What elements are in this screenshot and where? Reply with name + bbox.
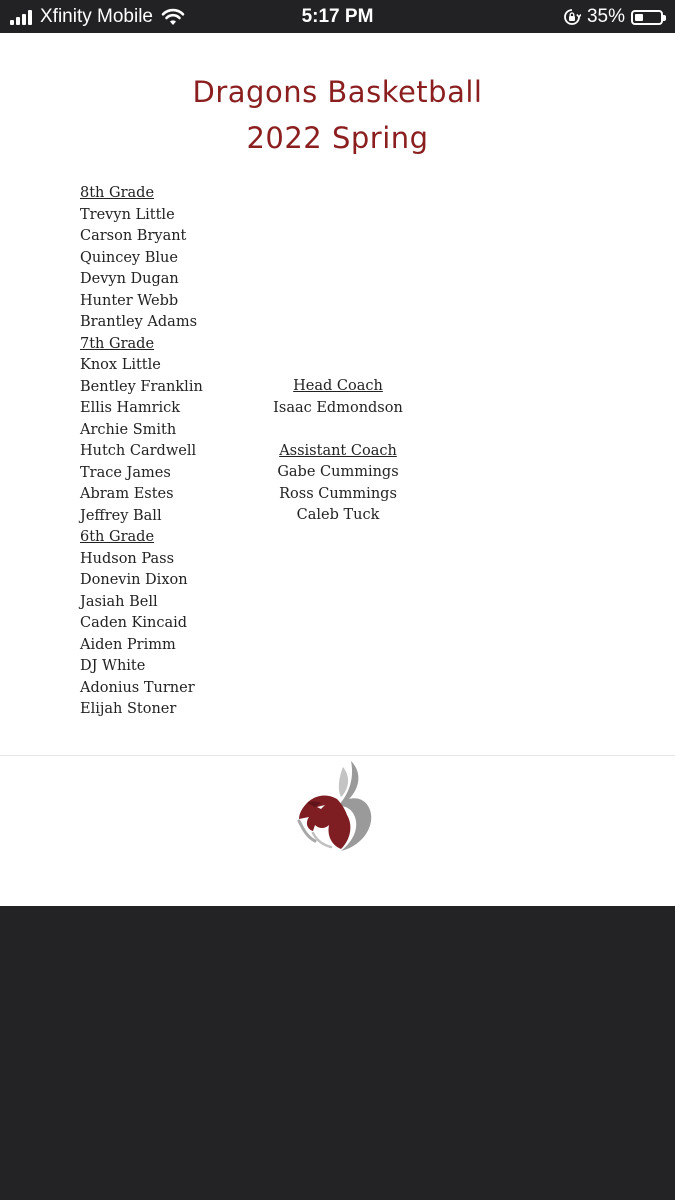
player-name: Hunter Webb (80, 292, 179, 309)
grade-heading-7th: 7th Grade (80, 335, 155, 352)
battery-fill (635, 14, 643, 21)
player-name: Devyn Dugan (80, 271, 179, 287)
player-name: Abram Estes (80, 486, 174, 502)
player-name: Aiden Primm (80, 636, 176, 653)
title-line-1: Dragons Basketball (192, 75, 483, 109)
player-name: Trace James (80, 464, 171, 481)
player-name: Hutch Cardwell (80, 443, 197, 459)
player-name: Carson Bryant (80, 228, 187, 244)
player-name: Caden Kincaid (80, 615, 188, 631)
player-name: Archie Smith (80, 421, 177, 438)
document-page (0, 33, 675, 906)
player-name: Brantley Adams (80, 314, 198, 330)
coach-name: Caleb Tuck (296, 507, 380, 523)
head-coach-heading: Head Coach (293, 378, 383, 394)
assistant-coach-heading: Assistant Coach (279, 442, 397, 459)
player-name: Quincey Blue (80, 249, 178, 266)
grade-heading-6th: 6th Grade (80, 529, 155, 545)
player-name: Jasiah Bell (80, 593, 158, 610)
page-divider (0, 755, 675, 756)
player-name: Hudson Pass (80, 550, 175, 567)
coach-name: Gabe Cummings (277, 464, 399, 480)
player-name: Knox Little (80, 357, 161, 373)
battery-percent: 35% (586, 6, 625, 27)
dragon-logo-icon (293, 759, 379, 855)
coaches-block (258, 376, 418, 527)
roster-list (80, 183, 203, 721)
spacer (258, 419, 418, 441)
player-name: Jeffrey Ball (80, 507, 162, 524)
title-line-2: 2022 Spring (246, 121, 429, 155)
empty-dark-area (0, 906, 675, 1200)
coach-name: Isaac Edmondson (273, 399, 403, 416)
grade-heading-8th: 8th Grade (80, 185, 155, 201)
player-name: Adonius Turner (80, 679, 195, 696)
coach-name: Ross Cummings (279, 485, 397, 502)
rotation-lock-icon (563, 8, 581, 26)
status-bar (0, 0, 675, 33)
player-name: Elijah Stoner (80, 701, 177, 717)
player-name: Trevyn Little (80, 206, 175, 223)
player-name: Donevin Dixon (80, 572, 188, 588)
status-right (563, 6, 663, 28)
wifi-icon (161, 8, 185, 26)
status-left (10, 6, 185, 28)
status-time: 5:17 PM (301, 6, 374, 27)
player-name: DJ White (80, 658, 146, 674)
player-name: Bentley Franklin (80, 378, 203, 395)
battery-icon (631, 10, 663, 25)
signal-icon (10, 9, 34, 25)
player-name: Ellis Hamrick (80, 400, 181, 416)
carrier-name: Xfinity Mobile (40, 6, 153, 27)
